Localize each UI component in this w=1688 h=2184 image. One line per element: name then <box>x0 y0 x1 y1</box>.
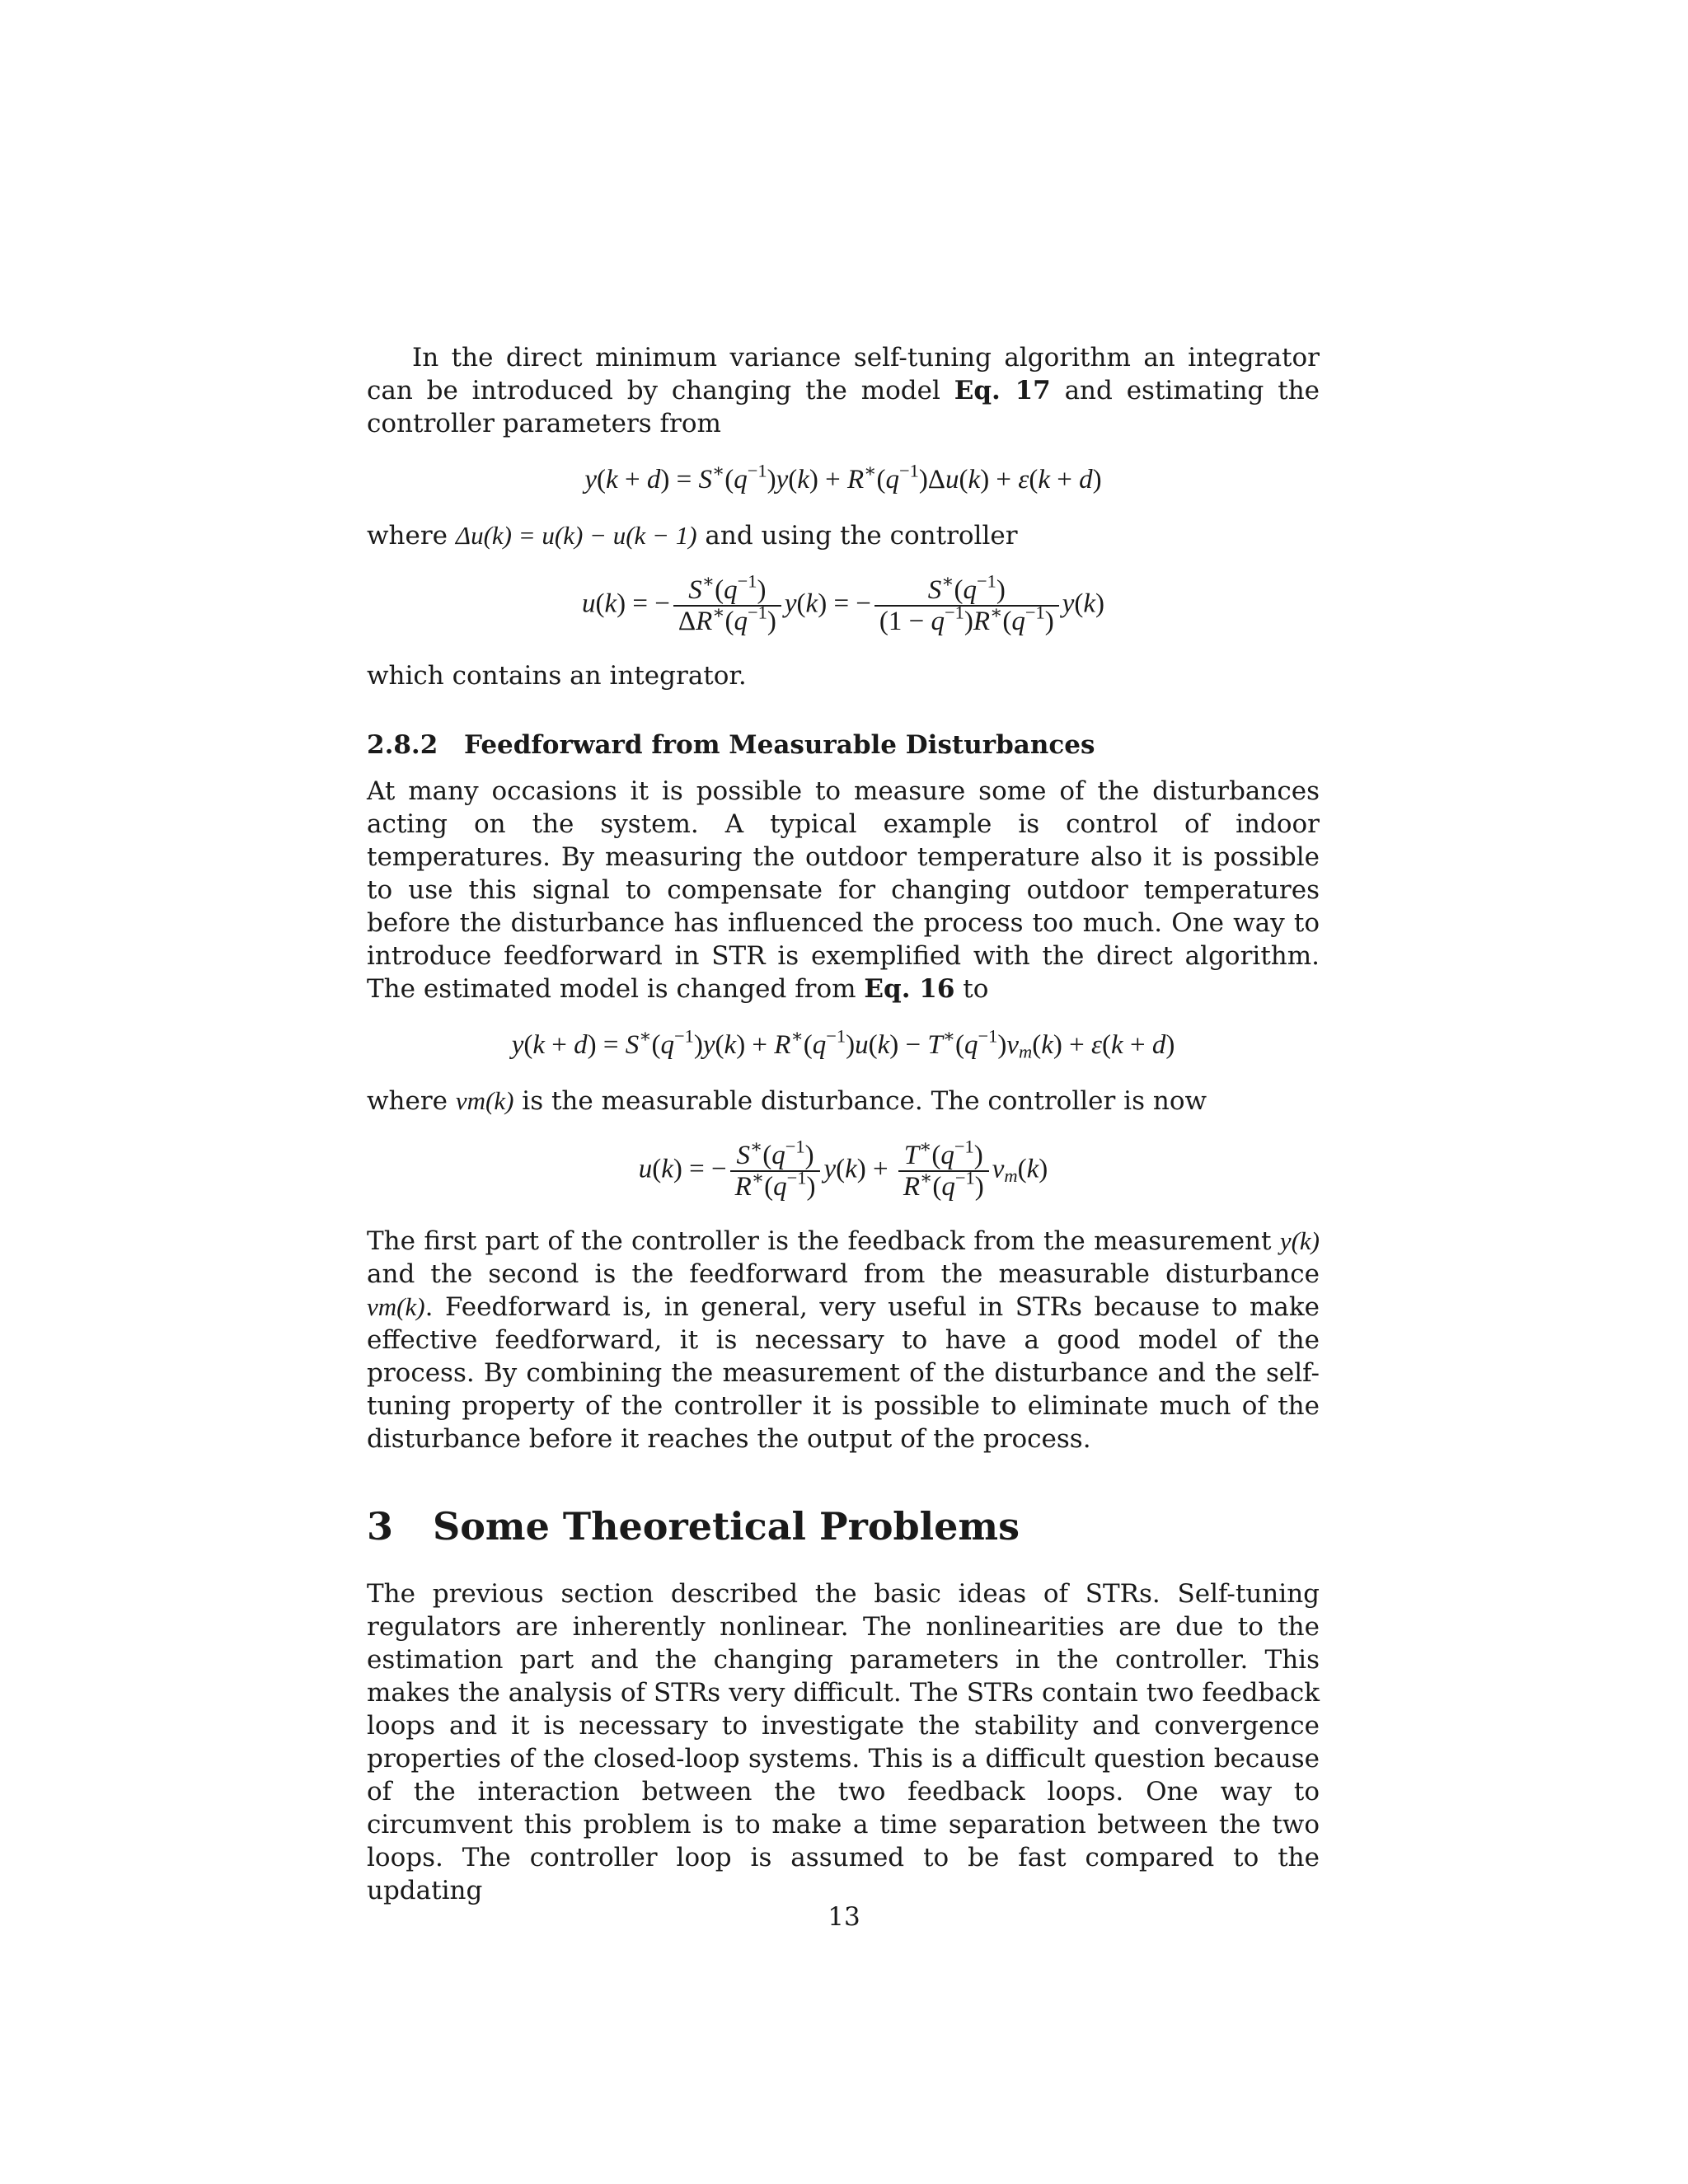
feedback-text: The first part of the controller is the feedback from the measurement <box>367 1226 1280 1256</box>
equation-controller-integrator: u(k) = − $\frac{S^∗(q^{-1})}{\Delta R^∗(q^{-1})}$ y(k) = − $\frac{S^∗(q^{-1})}{(1 - q^{-1})R^∗(q^{-1})}$ y(k) <box>581 570 1105 636</box>
where-text-end: is the measurable disturbance. The controller is now <box>513 1086 1207 1116</box>
section-heading <box>367 1503 1320 1549</box>
eq-reference: Eq. 16 <box>864 974 955 1004</box>
delta-u-definition: Δu(k) = u(k) − u(k − 1) <box>455 521 697 550</box>
page-body <box>367 341 1320 1907</box>
theory-paragraph: The previous section described the basic ideas of STRs. Self-tuning regulators are inherently nonlinear. The nonlinearities are due to the estimation part and the changing parameters in the controller. This makes the analysis of STRs very difficult. The STRs contain two feedback loops and it is necessary to investigate the stability and convergence properties of the closed-loop systems. This is a difficult question because of the interaction between the two feedback loops. One way to circumvent this problem is to make a time separation between the two loops. The controller loop is assumed to be fast compared to the updating <box>367 1579 1320 1905</box>
integrator-note: which contains an integrator. <box>367 661 747 691</box>
page-number: 13 <box>828 1902 860 1932</box>
subsection-number: 2.8.2 <box>367 730 438 760</box>
equation-model-feedforward: $y(k + d) = S^∗(q^{-1})y(k) + R^∗(q^{-1})u(k) - T^∗(q^{-1})v_m(k) + \varepsilon(k + d)$ <box>511 1025 1175 1062</box>
intro-text-end: and estimating the controller parameters from <box>367 376 1320 438</box>
feedforward-paragraph <box>367 775 1320 1005</box>
where-delta-paragraph <box>367 519 1320 552</box>
y-k-symbol: y(k) <box>1279 1226 1320 1255</box>
feedback-paragraph <box>367 1225 1320 1455</box>
equation-controller-feedforward: u(k) = − $\frac{S^∗(q^{-1})}{R^∗(q^{-1})}$ y(k) + $\frac{T^∗(q^{-1})}{R^∗(q^{-1})}$ $v_m(k)$ <box>638 1136 1048 1202</box>
feedback-text-mid: and the second is the feedforward from the measurable disturbance <box>367 1259 1320 1289</box>
section-number: 3 <box>367 1504 394 1549</box>
where-text: where <box>367 521 456 551</box>
equation-model-integrator: $y(k + d) = S^∗(q^{-1})y(k) + R^∗(q^{-1})\Delta u(k) + \varepsilon(k + d)$ <box>584 460 1102 494</box>
vm-symbol: vm(k) <box>367 1292 425 1321</box>
feedback-text-end: . Feedforward is, in general, very useful in STRs because to make effective feedforward, it is necessary to have a good model of the process. By combining the measurement of the disturbance and the self-tuning property of the controller it is possible to eliminate much of the disturbance before it reaches the output of the process. <box>367 1292 1320 1454</box>
subsection-heading <box>367 729 1320 762</box>
vm-symbol: vm(k) <box>455 1086 514 1115</box>
intro-text: In the direct minimum variance self-tuning algorithm an integrator can be introduced by changing the model <box>367 343 1320 405</box>
feedforward-text: At many occasions it is possible to measure some of the disturbances acting on the system. A typical example is control of indoor temperatures. By measuring the outdoor temperature also it is possible to use this signal to compensate for changing outdoor temperatures before the disturbance has influenced the process too much. One way to introduce feedforward in STR is exemplified with the direct algorithm. The estimated model is changed from <box>367 776 1320 1004</box>
feedforward-text-end: to <box>954 974 989 1004</box>
intro-paragraph <box>367 341 1320 440</box>
where-text: where <box>367 1086 456 1116</box>
section-title: Some Theoretical Problems <box>433 1504 1020 1549</box>
subsection-title: Feedforward from Measurable Disturbances <box>464 730 1095 760</box>
eq-reference: Eq. 17 <box>954 376 1051 405</box>
where-disturbance-paragraph <box>367 1085 1320 1118</box>
where-text-end: and using the controller <box>696 521 1018 551</box>
